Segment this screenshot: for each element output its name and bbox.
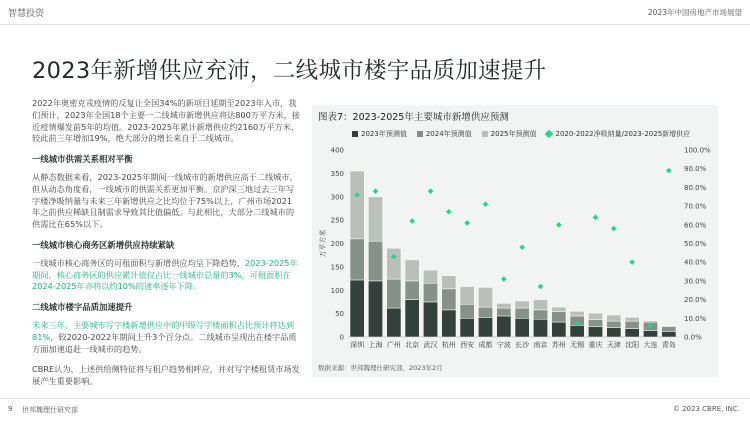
bar-2025-4 — [423, 270, 437, 283]
bar-2025-1 — [368, 197, 382, 241]
footer-org: 世邦魏理仕研究部 — [22, 406, 78, 414]
bar-2024-15 — [625, 321, 639, 328]
report-title: 2023年中国房地产市场展望 — [647, 8, 742, 17]
ratio-point-1 — [373, 188, 379, 194]
x-tick-label: 深圳 — [350, 341, 365, 349]
x-tick-label: 宁波 — [496, 341, 511, 349]
y2-tick-label: 40.0% — [684, 258, 707, 267]
ratio-point-14 — [611, 226, 617, 232]
bar-2023-16 — [643, 330, 657, 337]
x-tick-label: 天津 — [606, 341, 621, 349]
bar-2024-6 — [460, 304, 474, 318]
header-divider — [0, 24, 750, 25]
ratio-point-4 — [428, 188, 434, 194]
bar-2025-14 — [607, 315, 621, 321]
y-tick-label: 250 — [330, 216, 344, 225]
bar-2025-15 — [625, 317, 639, 321]
bar-2023-4 — [423, 302, 437, 337]
y2-tick-label: 80.0% — [684, 183, 707, 192]
bar-2024-5 — [442, 289, 456, 310]
bar-2025-7 — [478, 287, 492, 307]
x-tick-label: 广州 — [386, 341, 401, 349]
y-axis-label: 万平方米 — [319, 229, 327, 258]
bar-2025-8 — [497, 303, 511, 308]
bar-2024-3 — [405, 281, 419, 300]
page-title: 2023年新增供应充沛，二线城市楼宇品质加速提升 — [32, 58, 547, 84]
x-tick-label: 武汉 — [423, 341, 438, 349]
y-tick-label: 350 — [330, 169, 344, 178]
paragraph-quality-highlight: 未来三年，主要城市写字楼新增供应中的甲级写字楼面积占比预计将达到81%， — [32, 319, 295, 342]
y-tick-label: 100 — [330, 286, 344, 295]
paragraph-quality — [32, 320, 300, 355]
bar-2023-2 — [387, 308, 401, 337]
y-tick-label: 400 — [330, 146, 344, 155]
bar-2025-16 — [643, 321, 657, 322]
chart-panel — [312, 105, 718, 377]
y-tick-label: 200 — [330, 240, 344, 248]
legend-swatch-ratio — [545, 130, 553, 138]
bar-2023-12 — [570, 325, 584, 337]
ratio-point-6 — [464, 220, 470, 226]
y-tick-label: 150 — [330, 263, 344, 272]
legend-item-ratio — [546, 129, 690, 139]
bar-2025-11 — [552, 307, 566, 312]
bar-2023-11 — [552, 322, 566, 337]
ratio-point-7 — [483, 201, 489, 207]
bar-2023-7 — [478, 317, 492, 337]
bar-2025-6 — [460, 287, 474, 305]
bar-2025-3 — [405, 260, 419, 281]
y2-tick-label: 90.0% — [684, 165, 707, 174]
x-tick-label: 苏州 — [551, 341, 566, 349]
bar-2024-14 — [607, 321, 621, 328]
bar-2024-10 — [533, 310, 547, 319]
ratio-point-8 — [501, 276, 507, 282]
x-tick-label: 杭州 — [441, 341, 456, 349]
bar-2025-9 — [515, 301, 529, 308]
y2-tick-label: 20.0% — [684, 296, 707, 305]
legend-label-ratio: 2020-2022净吸纳量/2023-2025新增供应 — [555, 130, 691, 138]
chart-canvas — [312, 105, 718, 377]
section-heading-3: 二线城市楼宇品质加速提升 — [32, 302, 133, 313]
legend-swatch-2023 — [352, 131, 358, 137]
legend-label-2024: 2024年预测值 — [425, 130, 472, 138]
y-tick-label: 0 — [339, 333, 344, 342]
ratio-point-15 — [629, 259, 635, 265]
chart-legend — [352, 129, 690, 139]
bar-2024-11 — [552, 312, 566, 322]
y-tick-label: 50 — [335, 310, 344, 319]
ratio-point-9 — [519, 244, 525, 250]
page-number: 9 — [8, 405, 13, 413]
bar-2025-2 — [387, 248, 401, 279]
y-tick-label: 300 — [330, 193, 344, 202]
x-tick-label: 南京 — [533, 341, 548, 349]
bar-2024-7 — [478, 307, 492, 317]
y2-tick-label: 60.0% — [684, 221, 707, 230]
bar-2024-17 — [662, 327, 676, 332]
bar-2024-4 — [423, 283, 437, 302]
bar-2024-1 — [368, 241, 382, 281]
legend-item-2023 — [352, 129, 407, 139]
bar-2023-9 — [515, 318, 529, 337]
bar-2023-13 — [588, 327, 602, 337]
legend-label-2025: 2025年预测值 — [490, 130, 537, 138]
bar-2023-8 — [497, 316, 511, 337]
x-tick-label: 青岛 — [661, 341, 676, 349]
bar-2025-10 — [533, 300, 547, 310]
brand-label: 智慧投资 — [8, 9, 45, 19]
bar-2023-17 — [662, 331, 676, 337]
y2-tick-label: 70.0% — [684, 202, 707, 211]
bar-2023-15 — [625, 329, 639, 337]
chart-source: 数据来源：世邦魏理仕研究部，2023年2月 — [318, 364, 443, 372]
paragraph-quality-rest: 较2020-2022年期间上升3个百分点。二线城市呈现出在楼宇品质方面加速追赶一线城市的趋势。 — [32, 331, 297, 354]
bar-2023-14 — [607, 328, 621, 337]
paragraph-core-cbd-highlight: 2023-2025年期间，核心商务区的供应累计值仅占比一线城市总量的3%，可租面积在2024-2025年亦将以约10%的速率逐年下降。 — [32, 257, 298, 292]
x-tick-label: 成都 — [478, 341, 493, 349]
y2-tick-label: 30.0% — [684, 277, 707, 286]
ratio-point-11 — [556, 222, 562, 228]
bar-2025-13 — [588, 313, 602, 320]
bar-2023-5 — [442, 310, 456, 337]
footer-copyright: © 2023 CBRE, INC. — [672, 405, 740, 413]
ratio-point-13 — [593, 215, 599, 221]
bar-2023-10 — [533, 319, 547, 337]
x-tick-label: 重庆 — [588, 341, 603, 349]
bar-2025-12 — [570, 311, 584, 316]
legend-item-2024 — [417, 129, 472, 139]
x-tick-label: 大连 — [643, 341, 658, 349]
chart-title: 图表7：2023-2025年主要城市新增供应预测 — [318, 112, 509, 123]
y2-tick-label: 50.0% — [684, 240, 707, 248]
ratio-point-10 — [538, 284, 544, 290]
paragraph-intro: 2022年奥密克戎疫情的反复让全国34%的新项目延期至2023年入市，我们预计，2023年全国18个主要一二线城市新增供应将达800万平方米，接近疫情爆发前5年的均值。2023-2025年累计新增供应约2160万平方米，较此前三年增加19%，绝大部分的增长来自于二线城市。 — [32, 98, 300, 144]
legend-swatch-2025 — [482, 131, 488, 137]
footer-divider — [0, 398, 750, 399]
bar-2023-1 — [368, 281, 382, 337]
bar-2023-0 — [350, 280, 364, 337]
x-tick-label: 上海 — [368, 341, 383, 349]
x-tick-label: 西安 — [460, 341, 475, 349]
bar-2024-2 — [387, 279, 401, 308]
ratio-point-5 — [446, 209, 452, 215]
x-tick-label: 沈阳 — [625, 341, 640, 349]
bar-2025-5 — [442, 276, 456, 289]
legend-label-2023: 2023年预测值 — [361, 130, 407, 138]
bar-2024-8 — [497, 308, 511, 316]
body-text — [32, 98, 300, 397]
bar-2024-13 — [588, 320, 602, 327]
x-tick-label: 长沙 — [515, 341, 530, 349]
y2-tick-label: 100.0% — [684, 146, 711, 155]
bar-2025-0 — [350, 171, 364, 239]
paragraph-tier1-balance: 从静态数据来看，2023-2025年期间一线城市的新增供应高于二线城市，但从动态角度看，一线城市的供需关系更加平衡。京沪深三地过去三年写字楼净吸纳量与未来三年新增供应之比均位于75%以上，广州市场2021年之前供应稀缺且制需求导致其比值偏低。与此相比，大部分二线城市的供需比在65%以下。 — [32, 171, 298, 230]
paragraph-core-cbd — [32, 258, 300, 293]
bar-2024-0 — [350, 239, 364, 280]
legend-item-2025 — [482, 129, 537, 139]
x-tick-label: 无锡 — [570, 341, 585, 349]
paragraph-core-cbd-lead: 一线城市核心商务区的可租面积与新增供应均呈下降趋势， — [32, 257, 245, 268]
ratio-point-17 — [666, 168, 672, 174]
x-tick-label: 北京 — [405, 341, 420, 349]
legend-swatch-2024 — [417, 131, 423, 137]
bar-2023-6 — [460, 318, 474, 337]
bar-2025-17 — [662, 326, 676, 327]
y2-tick-label: 0.0% — [684, 333, 702, 342]
section-heading-2: 一线城市核心商务区新增供应持续紧缺 — [32, 239, 175, 250]
section-heading-1: 一线城市供需关系相对平衡 — [32, 154, 133, 165]
bar-2024-9 — [515, 308, 529, 318]
y2-tick-label: 10.0% — [684, 314, 707, 323]
ratio-point-3 — [409, 218, 415, 224]
paragraph-conclusion: CBRE认为，上述供给侧特征将与租户趋势相呼应，并对写字楼租赁市场发展产生重要影响。 — [32, 364, 300, 387]
bar-2023-3 — [405, 300, 419, 337]
